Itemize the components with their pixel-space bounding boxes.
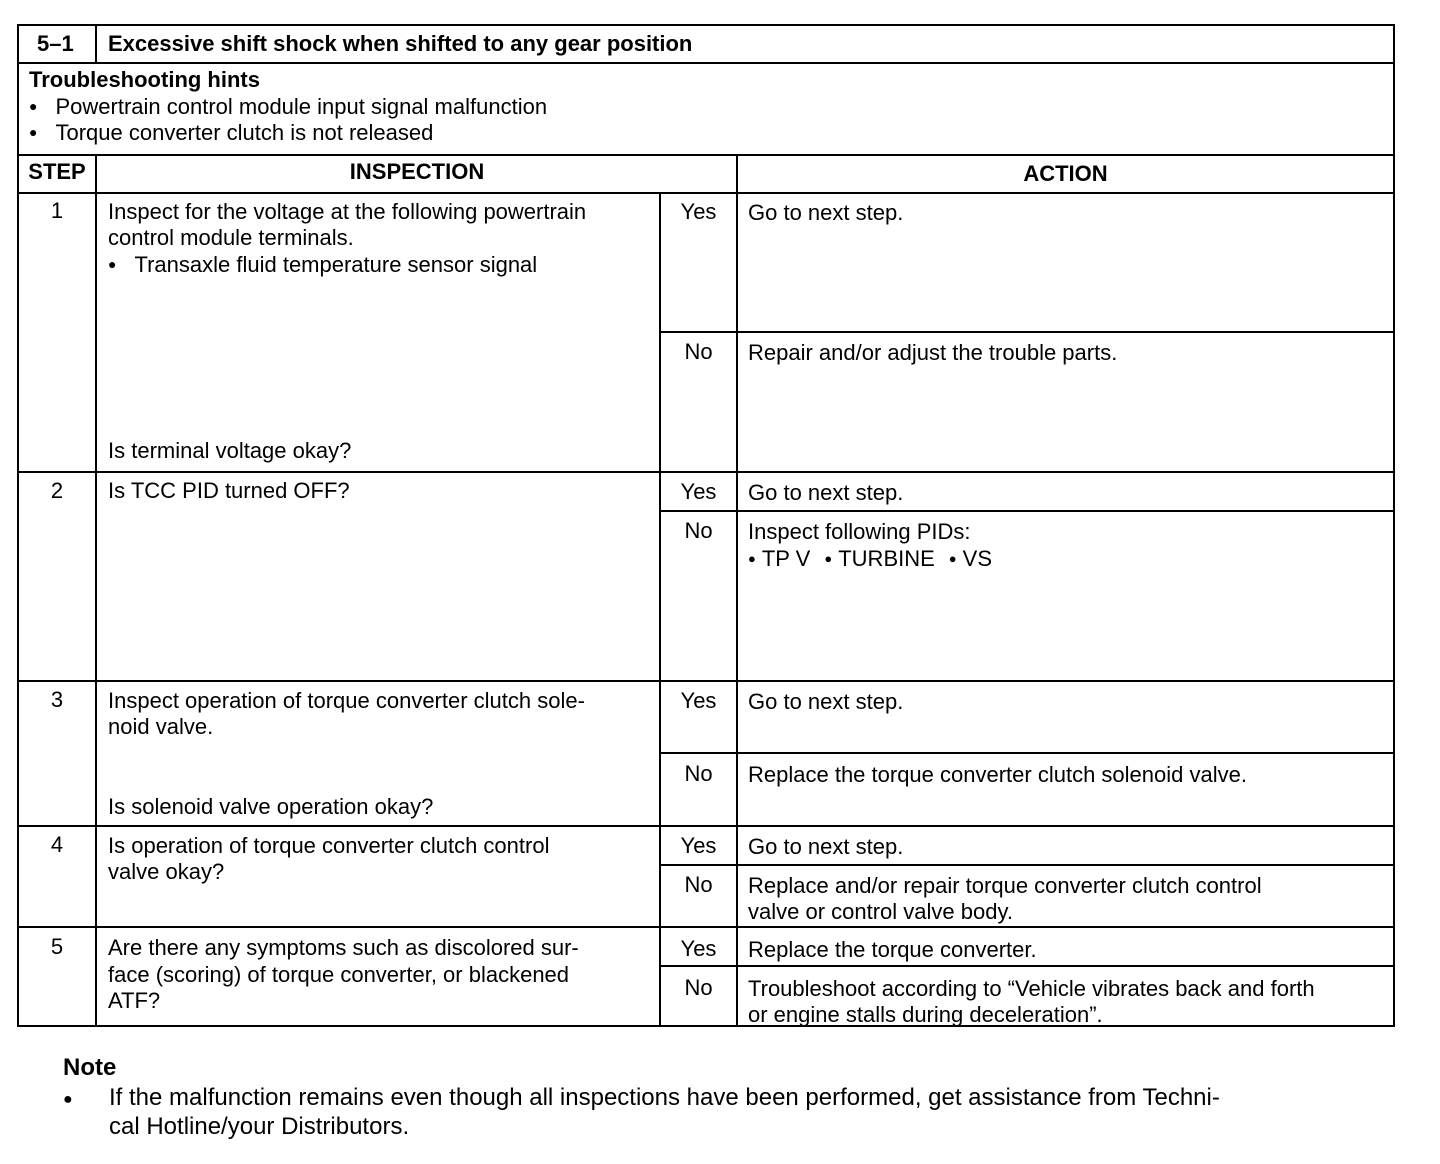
rule-step1-yes-no (660, 331, 1393, 333)
no-action: or engine stalls during deceleration”. (748, 1002, 1103, 1027)
step-inspection-text: control module terminals. (108, 225, 354, 250)
note-text: cal Hotline/your Distributors. (109, 1113, 410, 1140)
rule-below-title (19, 62, 1393, 64)
troubleshooting-table (17, 24, 1395, 1027)
no-label: No (684, 339, 713, 364)
rule-below-hints (19, 154, 1393, 156)
step-inspection-text: face (scoring) of torque converter, or blackened (108, 962, 570, 987)
column-header-action: ACTION (1023, 161, 1108, 186)
rule-code-divider (95, 26, 97, 62)
hint-item: ● Powertrain control module input signal malfunction (29, 94, 547, 122)
step-inspection-text: ATF? (108, 988, 161, 1013)
rule-end-step4 (19, 926, 1393, 928)
section-code: 5–1 (37, 31, 74, 56)
pid-item: ● TURBINE (824, 546, 934, 571)
yes-action: Replace the torque converter. (748, 937, 1037, 962)
yes-action: Go to next step. (748, 480, 904, 505)
yes-label: Yes (680, 936, 717, 961)
hints-heading: Troubleshooting hints (29, 67, 260, 92)
step-inspection-text: Is operation of torque converter clutch control (108, 833, 550, 858)
step-number: 3 (50, 687, 64, 712)
column-header-step: STEP (28, 159, 86, 184)
no-action: Inspect following PIDs: (748, 519, 971, 544)
section-title: Excessive shift shock when shifted to any gear position (108, 31, 693, 56)
yes-label: Yes (680, 833, 717, 858)
no-label: No (684, 872, 713, 897)
note-text: If the malfunction remains even though all inspections have been performed, get assistance from Techni- (109, 1084, 1220, 1111)
no-action: valve or control valve body. (748, 899, 1013, 924)
rule-action-column (736, 154, 738, 1027)
rule-end-step3 (19, 825, 1393, 827)
yes-label: Yes (680, 199, 717, 224)
rule-end-step1 (19, 471, 1393, 473)
yes-action: Go to next step. (748, 834, 904, 859)
note-heading: Note (63, 1054, 117, 1081)
note-bullet-icon: ● (63, 1091, 73, 1108)
no-action: Troubleshoot according to “Vehicle vibrates back and forth (748, 976, 1315, 1001)
step-inspection-text: Are there any symptoms such as discolored sur- (108, 935, 579, 960)
hint-item: ● Torque converter clutch is not released (29, 120, 433, 148)
yes-action: Go to next step. (748, 200, 904, 225)
pid-item: ● VS (949, 546, 992, 571)
step-number: 5 (50, 934, 64, 959)
step-number: 4 (50, 832, 64, 857)
no-label: No (684, 518, 713, 543)
no-action: Replace and/or repair torque converter clutch control (748, 873, 1262, 898)
no-label: No (684, 975, 713, 1000)
rule-step-column (95, 154, 97, 1027)
step-inspection-bullet: ● Transaxle fluid temperature sensor signal (108, 252, 537, 280)
rule-step2-yes-no (660, 510, 1393, 512)
no-action: Repair and/or adjust the trouble parts. (748, 340, 1118, 365)
step-inspection-text: valve okay? (108, 859, 225, 884)
rule-step4-yes-no (660, 864, 1393, 866)
step-inspection-text: Is TCC PID turned OFF? (108, 478, 350, 503)
rule-below-headers (19, 192, 1393, 194)
step-question: Is solenoid valve operation okay? (108, 794, 434, 819)
no-label: No (684, 761, 713, 786)
pid-item: ● TP V (748, 546, 810, 571)
rule-step3-yes-no (660, 752, 1393, 754)
step-inspection-text: Inspect operation of torque converter clutch sole- (108, 688, 585, 713)
yes-action: Go to next step. (748, 689, 904, 714)
pid-list (748, 546, 992, 575)
step-number: 1 (50, 198, 64, 223)
rule-step5-yes-no (660, 965, 1393, 967)
no-action: Replace the torque converter clutch solenoid valve. (748, 762, 1247, 787)
step-inspection-text: Inspect for the voltage at the following powertrain (108, 199, 587, 224)
rule-yes-no-column (659, 192, 661, 1027)
yes-label: Yes (680, 479, 717, 504)
step-question: Is terminal voltage okay? (108, 438, 352, 463)
rule-end-step2 (19, 680, 1393, 682)
step-inspection-text: noid valve. (108, 714, 214, 739)
yes-label: Yes (680, 688, 717, 713)
step-number: 2 (50, 478, 64, 503)
column-header-inspection: INSPECTION (349, 159, 485, 184)
